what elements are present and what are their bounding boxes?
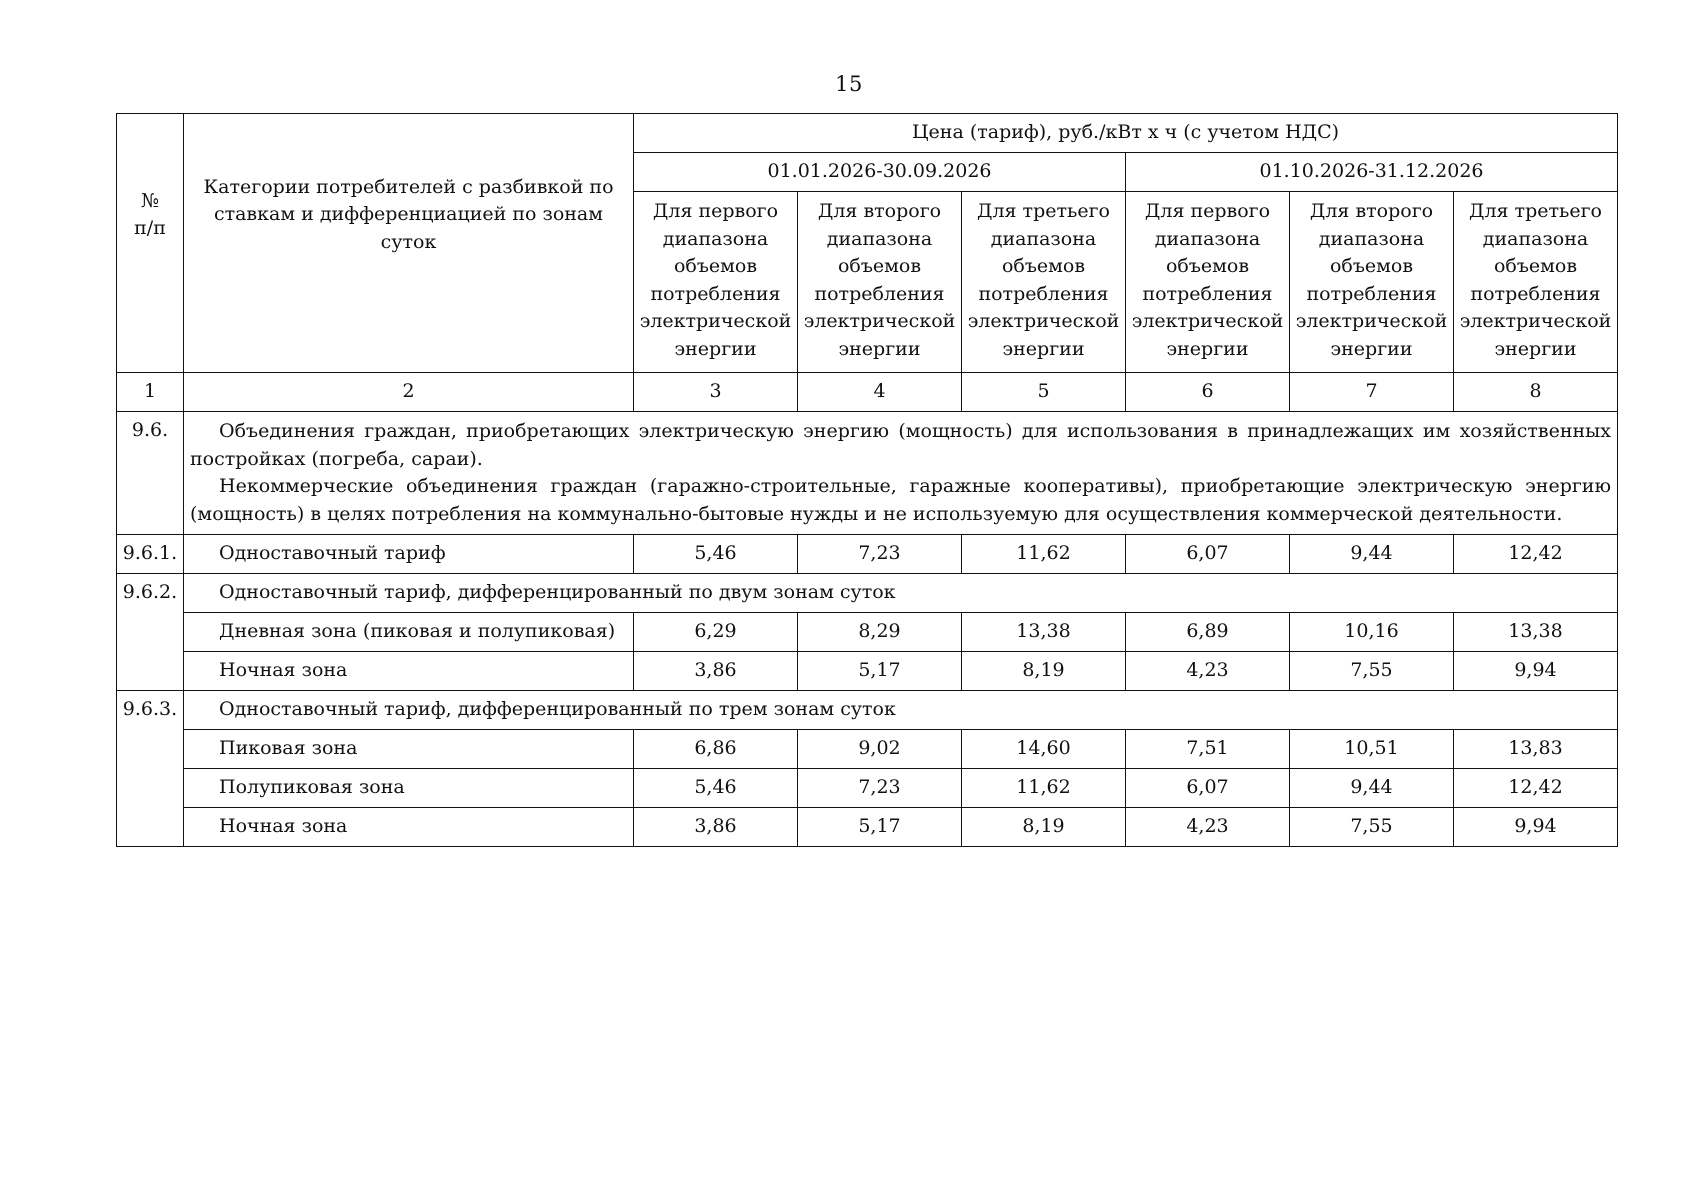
value-cell: 3,86 <box>634 652 798 691</box>
tariff-table <box>116 113 1618 847</box>
header-category-text: Категории потребителей с разбивкой по ставкам и дифференциацией по зонам суток <box>203 175 614 253</box>
value-cell: 7,55 <box>1290 652 1454 691</box>
section-paragraph-1: Объединения граждан, приобретающих электрическую энергию (мощность) для использования в принадлежащих им хозяйственных постройках (погреба, сараи). <box>190 420 1612 470</box>
table-row <box>117 769 1618 808</box>
header-price: Цена (тариф), руб./кВт х ч (с учетом НДС) <box>634 114 1618 153</box>
subcol-6: Для третьего диапазона объемов потребления электрической энергии <box>1454 192 1618 373</box>
value-cell: 6,07 <box>1126 769 1290 808</box>
section-row <box>117 412 1618 535</box>
row-label: Ночная зона <box>184 808 634 847</box>
colnum-4: 4 <box>798 373 962 412</box>
row-label: Одноставочный тариф <box>184 535 634 574</box>
value-cell: 12,42 <box>1454 769 1618 808</box>
value-cell: 11,62 <box>962 769 1126 808</box>
header-period-1: 01.01.2026-30.09.2026 <box>634 153 1126 192</box>
subcol-4: Для первого диапазона объемов потребления электрической энергии <box>1126 192 1290 373</box>
value-cell: 13,38 <box>1454 613 1618 652</box>
section-no: 9.6. <box>117 412 184 535</box>
subcol-5: Для второго диапазона объемов потребления электрической энергии <box>1290 192 1454 373</box>
value-cell: 9,02 <box>798 730 962 769</box>
value-cell: 10,16 <box>1290 613 1454 652</box>
table-row <box>117 535 1618 574</box>
value-cell: 14,60 <box>962 730 1126 769</box>
value-cell: 12,42 <box>1454 535 1618 574</box>
value-cell: 7,55 <box>1290 808 1454 847</box>
section-description <box>184 412 1618 535</box>
row-label: Дневная зона (пиковая и полупиковая) <box>184 613 634 652</box>
value-cell: 9,44 <box>1290 769 1454 808</box>
colnum-5: 5 <box>962 373 1126 412</box>
value-cell: 9,94 <box>1454 652 1618 691</box>
value-cell: 9,44 <box>1290 535 1454 574</box>
value-cell: 8,19 <box>962 808 1126 847</box>
value-cell: 8,19 <box>962 652 1126 691</box>
value-cell: 10,51 <box>1290 730 1454 769</box>
column-number-row <box>117 373 1618 412</box>
header-period-2: 01.10.2026-31.12.2026 <box>1126 153 1618 192</box>
value-cell: 13,38 <box>962 613 1126 652</box>
value-cell: 7,23 <box>798 535 962 574</box>
row-no: 9.6.1. <box>117 535 184 574</box>
value-cell: 7,51 <box>1126 730 1290 769</box>
colnum-1: 1 <box>117 373 184 412</box>
table-row <box>117 808 1618 847</box>
value-cell: 6,86 <box>634 730 798 769</box>
row-label: Полупиковая зона <box>184 769 634 808</box>
value-cell: 9,94 <box>1454 808 1618 847</box>
table-row <box>117 652 1618 691</box>
row-label: Одноставочный тариф, дифференцированный по трем зонам суток <box>184 691 1618 730</box>
value-cell: 4,23 <box>1126 808 1290 847</box>
colnum-6: 6 <box>1126 373 1290 412</box>
value-cell: 4,23 <box>1126 652 1290 691</box>
colnum-3: 3 <box>634 373 798 412</box>
value-cell: 5,46 <box>634 769 798 808</box>
value-cell: 6,07 <box>1126 535 1290 574</box>
row-label: Пиковая зона <box>184 730 634 769</box>
colnum-8: 8 <box>1454 373 1618 412</box>
page-number: 15 <box>835 72 863 96</box>
value-cell: 7,23 <box>798 769 962 808</box>
table-row <box>117 613 1618 652</box>
subcol-1: Для первого диапазона объемов потребления электрической энергии <box>634 192 798 373</box>
row-label: Ночная зона <box>184 652 634 691</box>
section-paragraph-2: Некоммерческие объединения граждан (гаражно-строительные, гаражные кооперативы), приобретающие электрическую энергию (мощность) в целях потребления на коммунально-бытовые нужды и не используемую для осуществления коммерческой деятельности. <box>190 475 1612 525</box>
row-label: Одноставочный тариф, дифференцированный по двум зонам суток <box>184 574 1618 613</box>
value-cell: 8,29 <box>798 613 962 652</box>
value-cell: 6,89 <box>1126 613 1290 652</box>
colnum-7: 7 <box>1290 373 1454 412</box>
value-cell: 3,86 <box>634 808 798 847</box>
value-cell: 13,83 <box>1454 730 1618 769</box>
value-cell: 5,17 <box>798 808 962 847</box>
table-row <box>117 691 1618 730</box>
subcol-2: Для второго диапазона объемов потребления электрической энергии <box>798 192 962 373</box>
table-row <box>117 574 1618 613</box>
header-no <box>117 114 184 373</box>
header-row-1 <box>117 114 1618 153</box>
value-cell: 5,46 <box>634 535 798 574</box>
value-cell: 6,29 <box>634 613 798 652</box>
row-no: 9.6.2. <box>117 574 184 691</box>
row-no: 9.6.3. <box>117 691 184 847</box>
header-no-text: № п/п <box>134 189 166 239</box>
header-category <box>184 114 634 373</box>
colnum-2: 2 <box>184 373 634 412</box>
value-cell: 5,17 <box>798 652 962 691</box>
table-row <box>117 730 1618 769</box>
subcol-3: Для третьего диапазона объемов потребления электрической энергии <box>962 192 1126 373</box>
value-cell: 11,62 <box>962 535 1126 574</box>
